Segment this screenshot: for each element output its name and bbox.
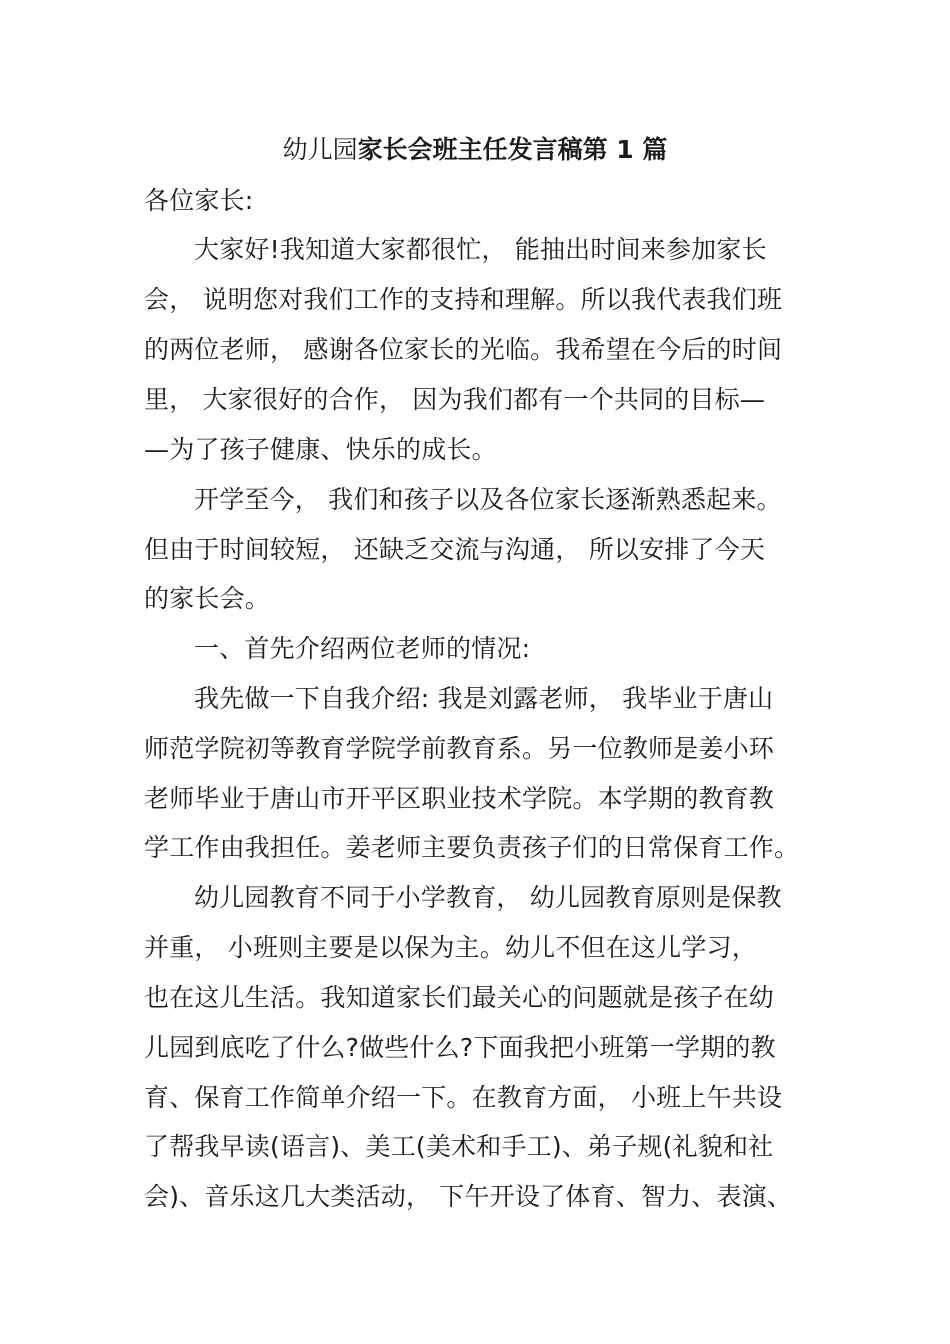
text-line: 会， 说明您对我们工作的支持和理解。所以我代表我们班 (144, 285, 783, 314)
text-line: 师范学院初等教育学院学前教育系。另一位教师是姜小环 (144, 734, 775, 763)
text-line: 大家好!我知道大家都很忙， 能抽出时间来参加家长 (194, 235, 767, 264)
text-line: 我先做一下自我介绍: 我是刘露老师， 我毕业于唐山 (194, 684, 774, 713)
text-line: 幼儿园教育不同于小学教育， 幼儿园教育原则是保教 (194, 883, 782, 912)
text-line: —为了孩子健康、快乐的成长。 (144, 435, 497, 464)
text-line: 老师毕业于唐山市开平区职业技术学院。本学期的教育教 (144, 784, 775, 813)
text-line: 开学至今， 我们和孩子以及各位家长逐渐熟悉起来。 (194, 485, 782, 514)
title-main: 家长会班主任发言稿第 1 篇 (357, 135, 668, 164)
text-line: 也在这儿生活。我知道家长们最关心的问题就是孩子在幼 (144, 983, 775, 1012)
text-line: 里， 大家很好的合作， 因为我们都有一个共同的目标— (144, 385, 766, 414)
title-prefix: 幼儿园 (282, 135, 358, 164)
document-title (0, 130, 950, 170)
text-line: 的两位老师， 感谢各位家长的光临。我希望在今后的时间 (144, 335, 783, 364)
text-line: 但由于时间较短， 还缺乏交流与沟通， 所以安排了今天 (144, 535, 766, 564)
text-line: 并重， 小班则主要是以保为主。幼儿不但在这儿学习， (144, 933, 757, 962)
text-line: 育、保育工作简单介绍一下。在教育方面， 小班上午共设 (144, 1083, 783, 1112)
text-line: 了帮我早读(语言)、美工(美术和手工)、弟子规(礼貌和社 (144, 1132, 774, 1161)
text-line: 各位家长: (144, 186, 254, 215)
text-line: 儿园到底吃了什么?做些什么?下面我把小班第一学期的教 (144, 1033, 776, 1062)
text-line: 的家长会。 (144, 584, 271, 613)
text-line: 会)、音乐这几大类活动， 下午开设了体育、智力、表演、 (144, 1182, 793, 1211)
text-line: 学工作由我担任。姜老师主要负责孩子们的日常保育工作。 (144, 833, 800, 862)
text-line: 一、首先介绍两位老师的情况: (194, 634, 531, 663)
